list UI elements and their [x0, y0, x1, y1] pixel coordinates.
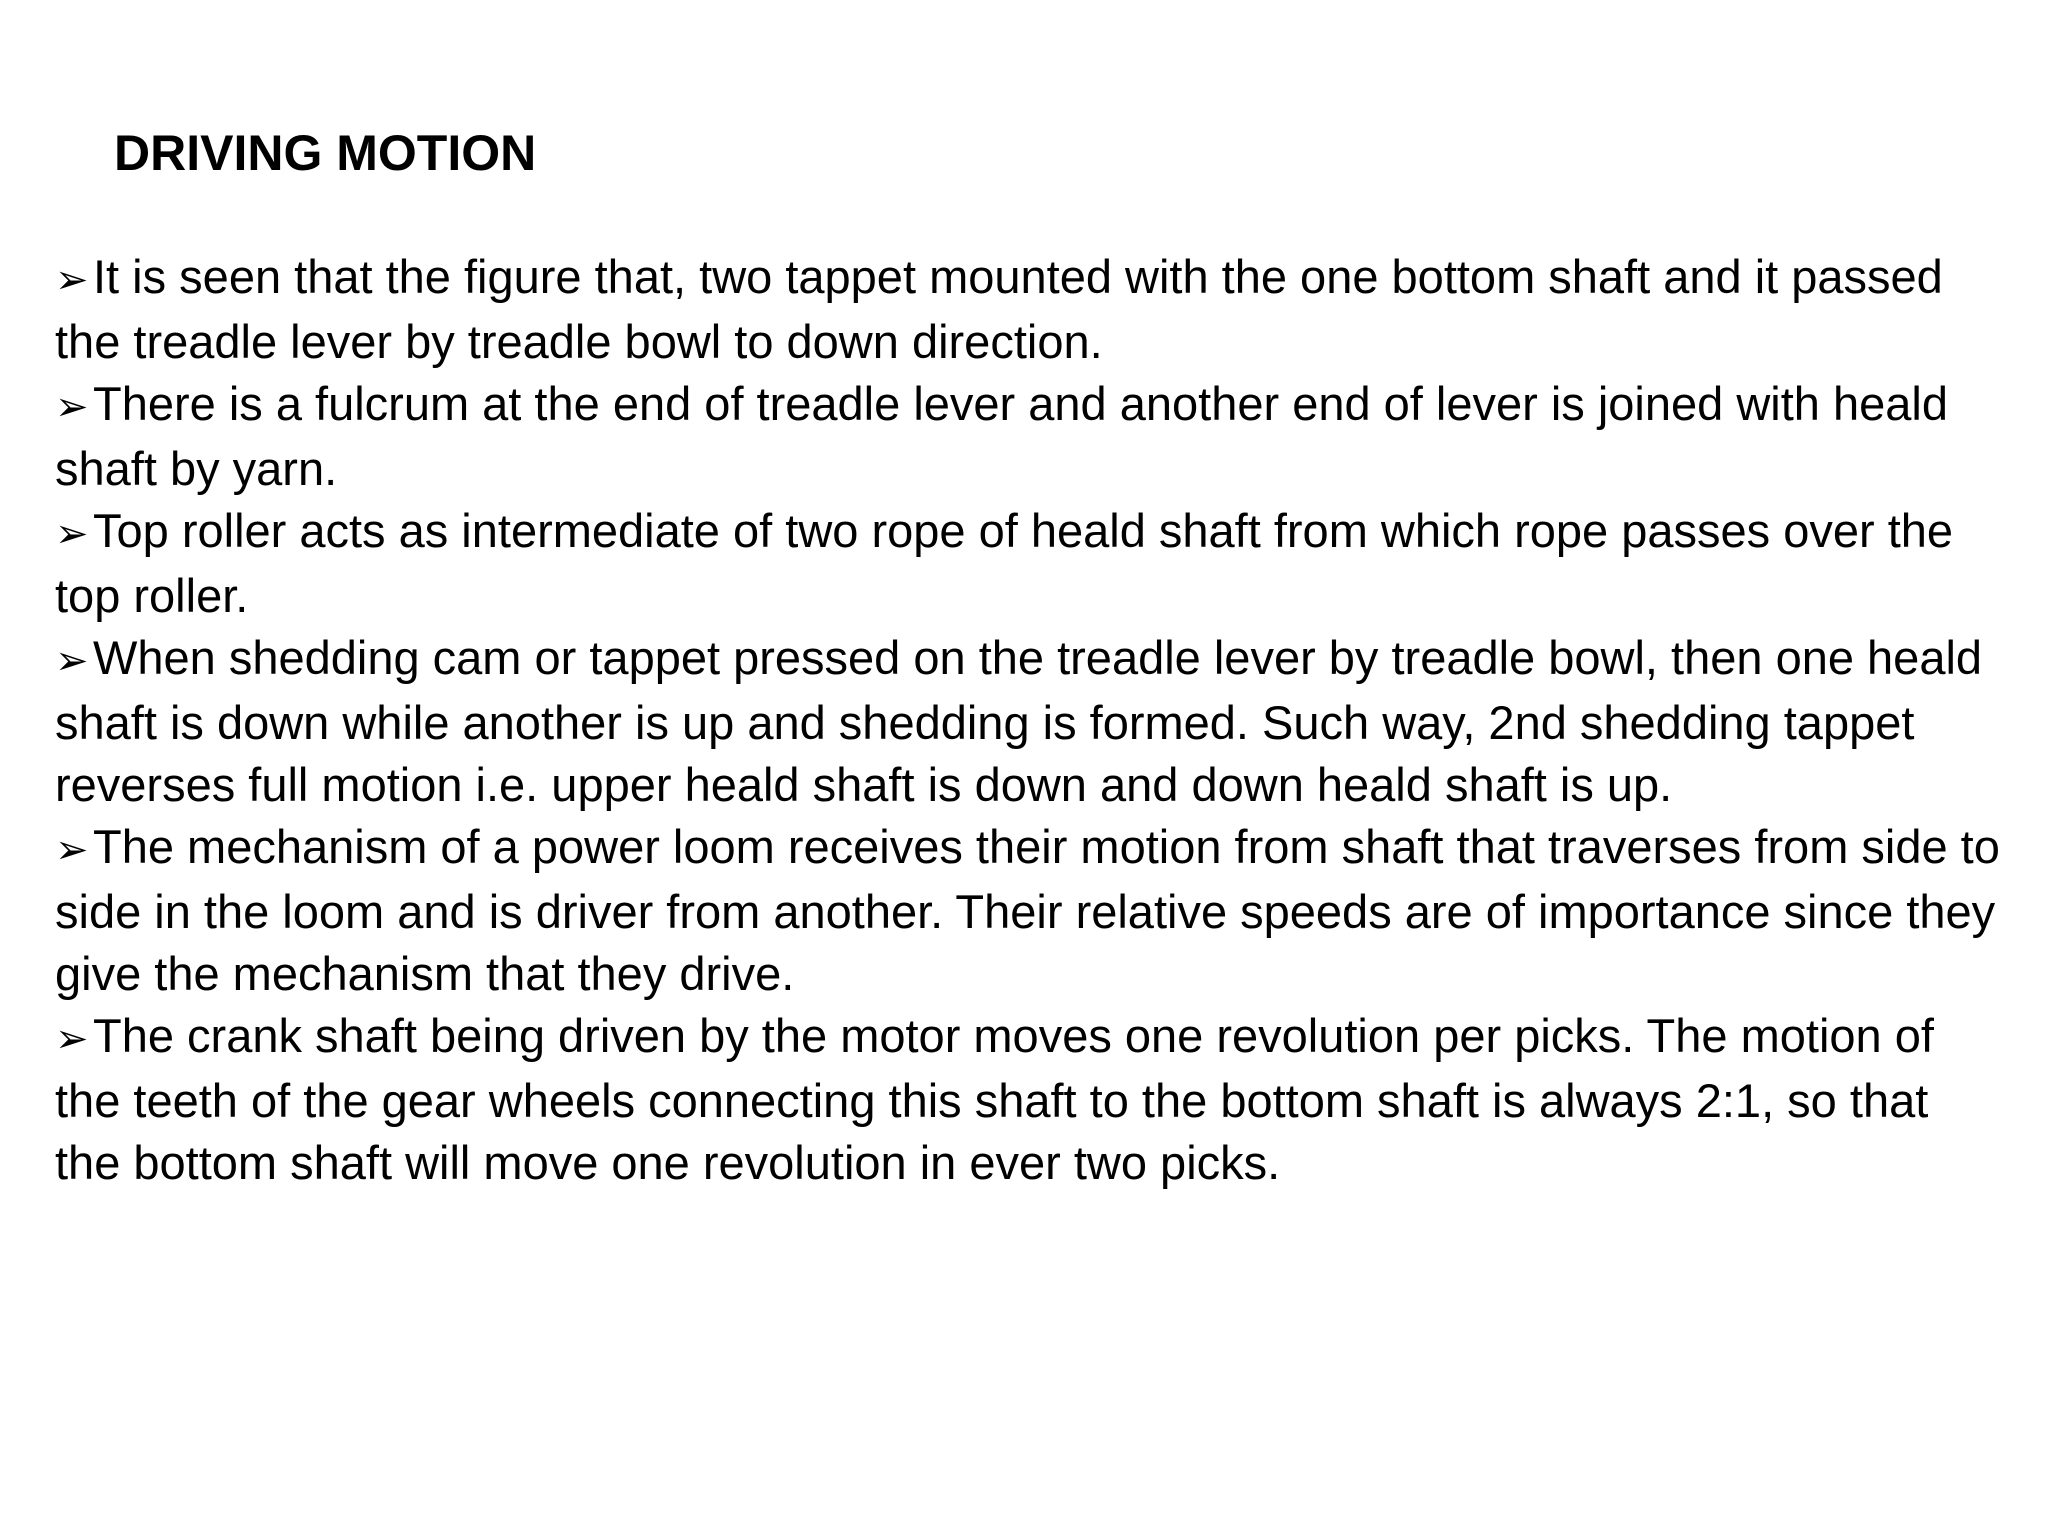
arrowhead-bullet-icon: ➢	[55, 638, 89, 684]
bullet-text: When shedding cam or tappet pressed on the treadle lever by treadle bowl, then one heald shaft is down while another is up and shedding is formed. Such way, 2nd shedding tappet reverses full motion i.e. upper heald shaft is down and down heald shaft is up.	[55, 631, 1983, 811]
bullet-text: The crank shaft being driven by the motor moves one revolution per picks. The motion of the teeth of the gear wheels connecting this shaft to the bottom shaft is always 2:1, so that the bottom shaft will move one revolution in ever two picks.	[55, 1009, 1934, 1189]
arrowhead-bullet-icon: ➢	[55, 827, 89, 873]
list-item	[55, 816, 2005, 1005]
page-title: DRIVING MOTION	[114, 125, 537, 181]
bullet-list	[55, 246, 2005, 1194]
bullet-text: It is seen that the figure that, two tappet mounted with the one bottom shaft and it passed the treadle lever by treadle bowl to down direction.	[55, 250, 1943, 368]
list-item	[55, 500, 2005, 627]
arrowhead-bullet-icon: ➢	[55, 257, 89, 303]
bullet-text: There is a fulcrum at the end of treadle lever and another end of lever is joined with heald shaft by yarn.	[55, 377, 1948, 495]
arrowhead-bullet-icon: ➢	[55, 1016, 89, 1062]
arrowhead-bullet-icon: ➢	[55, 384, 89, 430]
bullet-text: Top roller acts as intermediate of two rope of heald shaft from which rope passes over the top roller.	[55, 504, 1954, 622]
list-item	[55, 627, 2005, 816]
list-item	[55, 246, 2005, 373]
list-item	[55, 1005, 2005, 1194]
list-item	[55, 373, 2005, 500]
arrowhead-bullet-icon: ➢	[55, 511, 89, 557]
bullet-text: The mechanism of a power loom receives their motion from shaft that traverses from side to side in the loom and is driver from another. Their relative speeds are of importance since they give the mechanism that they drive.	[55, 820, 2000, 1000]
